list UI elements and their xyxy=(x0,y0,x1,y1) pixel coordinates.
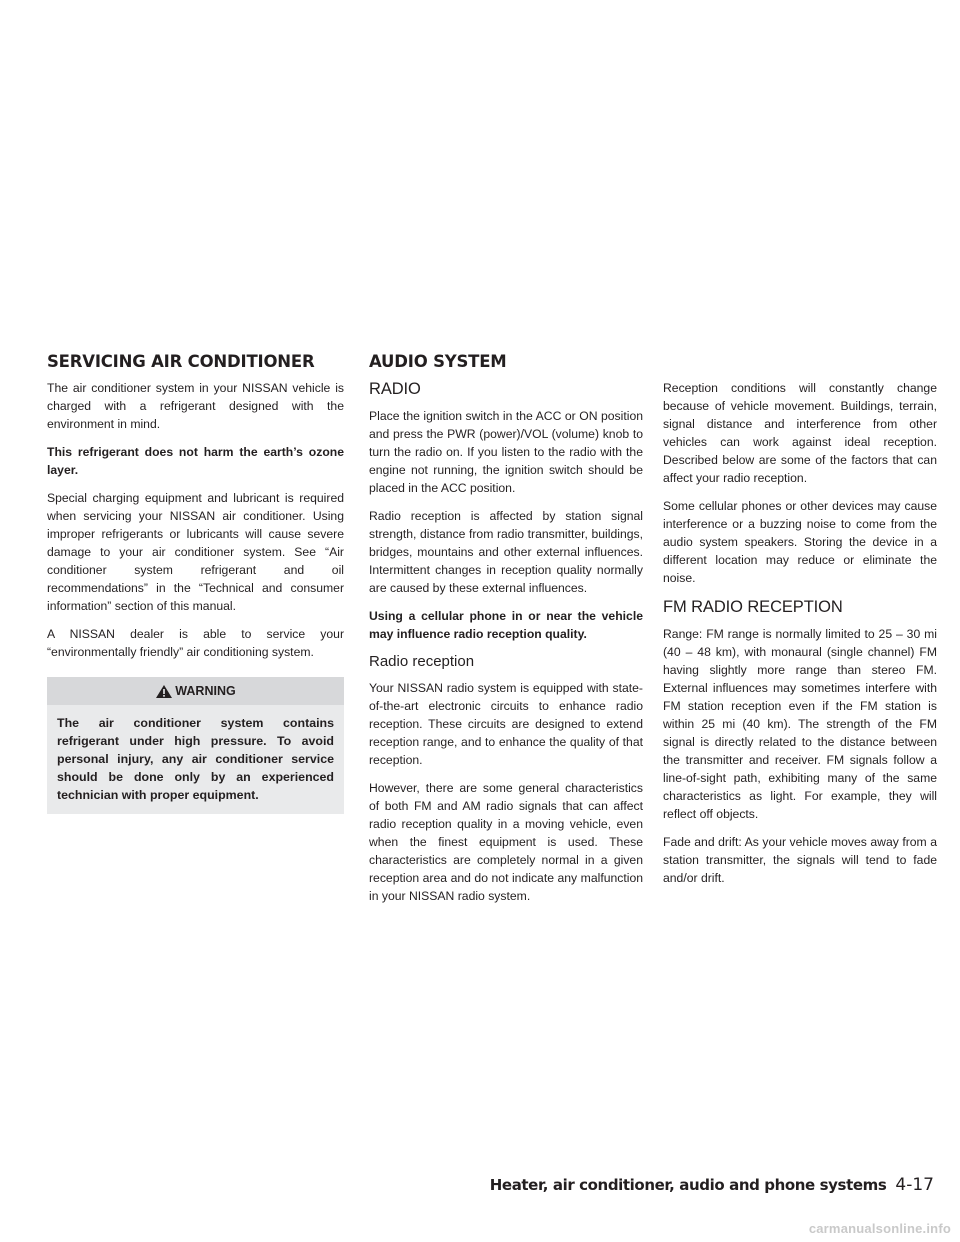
heading-fm-radio-reception: FM RADIO RECEPTION xyxy=(663,598,843,616)
column-radio xyxy=(369,379,643,915)
column-servicing xyxy=(47,379,344,814)
warning-box xyxy=(47,677,344,814)
paragraph: Reception conditions will constantly change because of vehicle movement. Buildings, terrain, signal distance and interference from other vehicles can work against ideal reception. Described below are some of the factors that can affect your radio reception. xyxy=(663,381,937,485)
paragraph: Radio reception is affected by station signal strength, distance from radio transmitter, buildings, bridges, mountains and other external influences. Intermittent changes in reception quality normally are caused by these external influences. xyxy=(369,509,643,595)
paragraph: A NISSAN dealer is able to service your “environmentally friendly” air conditioning system. xyxy=(47,627,344,659)
paragraph: However, there are some general characteristics of both FM and AM radio signals that can affect radio reception quality in a moving vehicle, even when the finest equipment is used. These characteristics are completely normal in a given reception area and do not indicate any malfunction in your NISSAN radio system. xyxy=(369,781,643,903)
page-footer xyxy=(490,1175,934,1195)
watermark: carmanualsonline.info xyxy=(808,1221,951,1236)
heading-radio: RADIO xyxy=(369,380,421,398)
warning-header xyxy=(47,677,344,705)
warning-text: The air conditioner system contains refrigerant under high pressure. To avoid personal injury, any air conditioner service should be done only by an experienced technician with proper equipment. xyxy=(47,705,344,814)
paragraph: Place the ignition switch in the ACC or ON position and press the PWR (power)/VOL (volume) knob to turn the radio on. If you listen to the radio with the engine not running, the ignition switch should be placed in the ACC position. xyxy=(369,409,643,495)
section-title-audio-system: AUDIO SYSTEM xyxy=(369,352,507,371)
warning-label: WARNING xyxy=(175,684,236,698)
paragraph-bold: This refrigerant does not harm the earth’s ozone layer. xyxy=(47,445,344,477)
paragraph: Range: FM range is normally limited to 25 – 30 mi (40 – 48 km), with monaural (single channel) FM having slightly more range than stereo FM. External influences may sometimes interfere with FM station reception even if the FM station is within 25 mi (40 km). The strength of the FM signal is directly related to the distance between the transmitter and receiver. FM signals follow a line-of-sight path, exhibiting many of the same characteristics as light. For example, they will reflect off objects. xyxy=(663,627,937,821)
paragraph: The air conditioner system in your NISSAN vehicle is charged with a refrigerant designed with the environment in mind. xyxy=(47,381,344,431)
page-number: 4-17 xyxy=(895,1175,934,1195)
paragraph-bold: Using a cellular phone in or near the vehicle may influence radio reception quality. xyxy=(369,609,643,641)
paragraph: Your NISSAN radio system is equipped with state-of-the-art electronic circuits to enhance radio reception. These circuits are designed to extend reception range, and to enhance the quality of that reception. xyxy=(369,681,643,767)
paragraph: Special charging equipment and lubricant is required when servicing your NISSAN air conditioner. Using improper refrigerants or lubricants will cause severe damage to your air conditioner system. See “Air conditioner system refrigerant and oil recommendations” in the “Technical and consumer information” section of this manual. xyxy=(47,491,344,613)
paragraph: Fade and drift: As your vehicle moves away from a station transmitter, the signals will tend to fade and/or drift. xyxy=(663,835,937,885)
footer-section-title: Heater, air conditioner, audio and phone systems xyxy=(489,1176,887,1194)
paragraph: Some cellular phones or other devices may cause interference or a buzzing noise to come from the audio system speakers. Storing the device in a different location may reduce or eliminate the noise. xyxy=(663,499,937,585)
column-fm-reception xyxy=(663,379,937,897)
warning-triangle-icon xyxy=(155,684,173,699)
section-title-servicing-air-conditioner: SERVICING AIR CONDITIONER xyxy=(47,352,315,371)
heading-radio-reception: Radio reception xyxy=(369,653,475,670)
